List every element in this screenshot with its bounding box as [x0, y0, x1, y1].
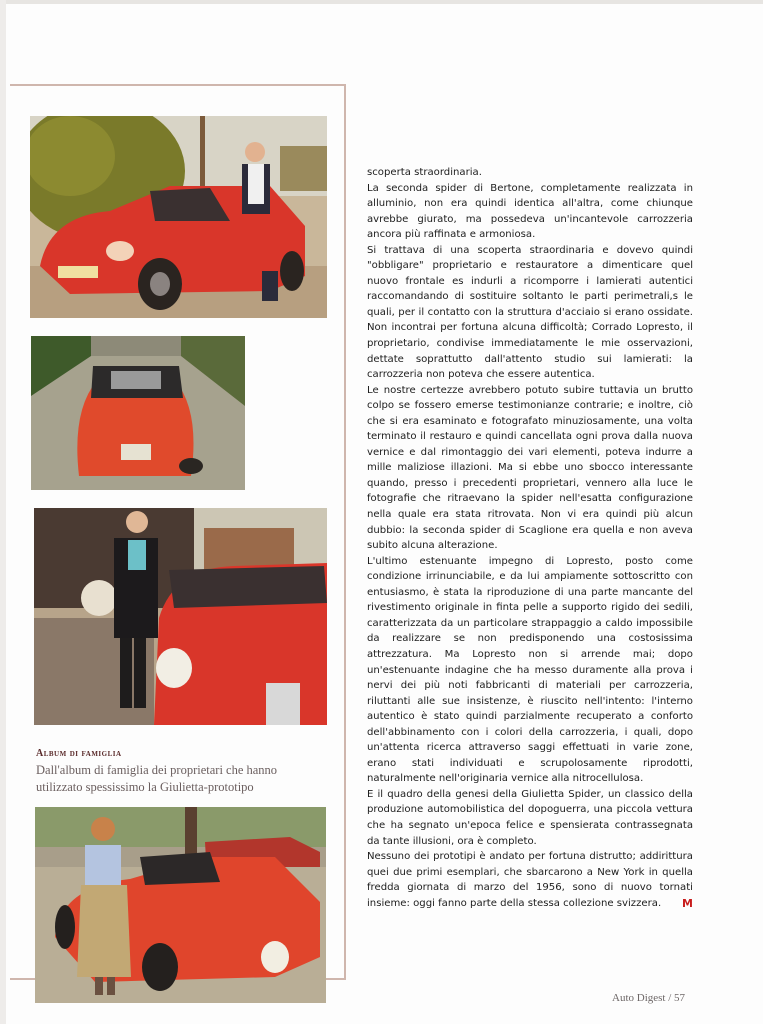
photo-woman-with-red-spider	[34, 508, 327, 725]
caption-text: Dall'album di famiglia dei proprietari che hanno utilizzato spessissimo la Giulietta-prototipo	[36, 763, 278, 794]
article-paragraph: L'ultimo estenuante impegno di Lopresto, posto come condizione irrinunciabile, e da lui ampiamente sottoscritto con entusiasmo, è stata la riproduzione di una parte mancante del rivestimento originale in finta pelle a supporto rigido dei sedili, caratterizzata da un particolare strappaggio a caldo impossibile da realizzare se non predisponendo una costosissima attrezzatura. Ma Lopresto non si arrende mai; dopo un'estenuante indagine che ha messo duramente alla prova i nervi dei più noti fabbricanti di materiali per carrozzeria, riluttanti alle sue insistenze, è riuscito nell'intento: l'interno autentico è stato quindi parzialmente recuperato a conforto dell'abbinamento con i colori della carrozzeria, i quali, dopo un'attenta ricerca attraverso saggi effettuati in varie zone, erano stati individuati e scrupolosamente riprodotti, naturalmente nell'originaria vernice alla nitrocellulosa.	[367, 555, 693, 785]
photo-red-spider-rear	[31, 336, 245, 490]
article-paragraph-last	[367, 849, 693, 911]
article-paragraph: Le nostre certezze avrebbero potuto subire tuttavia un brutto colpo se fossero emerse testimonianze contrarie; e inoltre, ciò che si era esaminato e fotografato minuziosamente, una volta terminato il restauro e quindi cancellata ogni prova dalla nuova vernice e dal rimontaggio dei vari elementi, poteva indurre a mille maliziose illazioni. Ma si ebbe uno sbocco interessante quando, presso i precedenti proprietari, vennero alla luce le fotografie che ritraevano la spider nell'esatta configurazione nella quale era stata ritrovata. Non vi era quindi più alcun dubbio: la seconda spider di Scaglione era quella e non aveva subito alcuna alterazione.	[367, 384, 693, 552]
page-binding-shadow	[0, 0, 6, 1024]
article-body	[367, 165, 693, 911]
article-paragraph: scoperta straordinaria.	[367, 167, 482, 178]
article-paragraph-text: Nessuno dei prototipi è andato per fortuna distrutto; addirittura quei due primi esemplari, che sbarcarono a New York in quella fredda giornata di marzo del 1956, sono di nuovo tornati insieme: oggi fanno parte della stessa collezione svizzera.	[367, 851, 693, 909]
article-paragraph: La seconda spider di Bertone, completamente realizzata in alluminio, non era quindi identica all'altra, come chiunque avrebbe giurato, ma possedeva un'incantevole carrozzeria ancora più raffinata e armoniosa.	[367, 182, 693, 241]
page-folio: Auto Digest / 57	[612, 992, 686, 1004]
caption-heading: Album di famiglia	[36, 748, 122, 759]
photo-lady-with-red-spider	[35, 807, 326, 1003]
photo-man-with-red-spider	[30, 116, 327, 318]
article-paragraph: E il quadro della genesi della Giulietta Spider, un classico della produzione automobilistica del dopoguerra, una piccola vettura che ha segnato un'epoca felice e spensierata contrassegnata da tante illusioni, ora è completo.	[367, 788, 693, 847]
end-mark-logo: M	[682, 896, 693, 910]
page-top-edge	[0, 0, 763, 4]
article-paragraph: Si trattava di una scoperta straordinaria e dovevo quindi "obbligare" proprietario e restauratore a dimenticare quel nuovo frontale es indurli a ricomporre i lamierati autentici raccomandando di sostituire soltanto le parti perimetrali,s le quali, per il contatto con la struttura d'acciaio si erano ossidate. Non incontrai per fortuna alcuna difficoltà; Corrado Lopresto, il proprietario, condivise immediatamente le mie osservazioni, dettate soprattutto dall'attento studio sui lamierati: la carrozzeria non poteva che essere autentica.	[367, 244, 693, 381]
